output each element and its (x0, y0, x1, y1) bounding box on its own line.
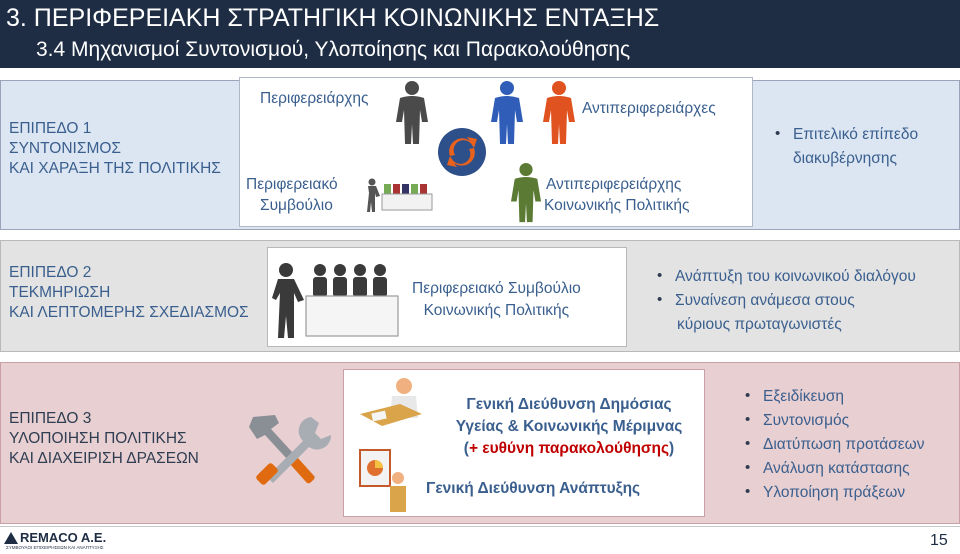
regional-governor-label: Περιφερειάρχης (260, 90, 369, 107)
slide-title: 3. ΠΕΡΙΦΕΡΕΙΑΚΗ ΣΤΡΑΤΗΓΙΚΗ ΚΟΙΝΩΝΙΚΗΣ ΕΝΤΑΞΗΣ (6, 4, 660, 32)
page-number: 15 (930, 532, 948, 549)
level3-diagram-box (343, 369, 705, 517)
remaco-logo-tagline: ΣΥΜΒΟΥΛΟΙ ΕΠΙΧΕΙΡΗΣΕΩΝ ΚΑΙ ΑΝΑΠΤΥΞΗΣ (6, 545, 104, 550)
remaco-logo (4, 530, 107, 552)
level2-panel (0, 240, 960, 352)
monitoring-note: (+ ευθύνη παρακολούθησης) (463, 440, 675, 457)
cycle-arrows-icon (436, 126, 488, 178)
social-policy-council-label: Περιφερειακό Συμβούλιο Κοινωνικής Πολιτικής (412, 280, 581, 319)
level2-diagram-box (267, 247, 627, 347)
slide-subtitle: 3.4 Μηχανισμοί Συντονισμού, Υλοποίησης και Παρακολούθησης (36, 38, 631, 61)
level1-panel (0, 80, 960, 230)
council-meeting-icon (364, 174, 434, 214)
vice-governor-social-icon (510, 162, 542, 224)
level2-label: ΕΠΙΠΕΔΟ 2 ΤΕΚΜΗΡΙΩΣΗ ΚΑΙ ΛΕΠΤΟΜΕΡΗΣ ΣΧΕΔΙΑΣΜΟΣ (9, 264, 249, 321)
presentation-icon (358, 448, 408, 514)
council-meeting-large-icon (272, 260, 400, 340)
remaco-logo-mark-icon (4, 532, 18, 544)
desk-worker-icon (356, 374, 426, 434)
level3-panel (0, 362, 960, 524)
level1-diagram-box (239, 77, 753, 227)
vice-governor-blue-icon (490, 80, 524, 146)
slide-header (0, 0, 960, 68)
vice-governor-orange-icon (542, 80, 576, 146)
remaco-logo-text: REMACO A.E. (20, 530, 107, 545)
regional-council-label: Περιφερειακό Συμβούλιο (246, 176, 338, 214)
public-health-directorate-label: Γενική Διεύθυνση Δημόσιας Υγείας & Κοινωνικής Μέριμνας (+ ευθύνη παρακολούθησης) (444, 394, 694, 460)
footer-divider (0, 526, 960, 527)
regional-governor-icon (395, 80, 429, 146)
level1-label: ΕΠΙΠΕΔΟ 1 ΣΥΝΤΟΝΙΣΜΟΣ ΚΑΙ ΧΑΡΑΞΗ ΤΗΣ ΠΟΛΙΤΙΚΗΣ (9, 120, 221, 177)
level2-bullets: • Ανάπτυξη του κοινωνικού διαλόγου • Συναίνεση ανάμεσα στους κύριους πρωταγωνιστές (657, 265, 916, 337)
vice-governors-label: Αντιπεριφερειάρχες (582, 100, 716, 117)
level1-bullets: • Επιτελικό επίπεδο διακυβέρνησης (775, 123, 918, 171)
tools-icon (245, 411, 335, 487)
vice-governor-social-label: Αντιπεριφερειάρχης Κοινωνικής Πολιτικής (544, 176, 690, 214)
level3-label: ΕΠΙΠΕΔΟ 3 ΥΛΟΠΟΙΗΣΗ ΠΟΛΙΤΙΚΗΣ ΚΑΙ ΔΙΑΧΕΙΡΙΣΗ ΔΡΑΣΕΩΝ (9, 410, 199, 467)
level3-bullets: • Εξειδίκευση • Συντονισμός • Διατύπωση προτάσεων • Ανάλυση κατάστασης • Υλοποίηση πράξεων (745, 385, 925, 505)
development-directorate-label: Γενική Διεύθυνση Ανάπτυξης (426, 480, 641, 497)
